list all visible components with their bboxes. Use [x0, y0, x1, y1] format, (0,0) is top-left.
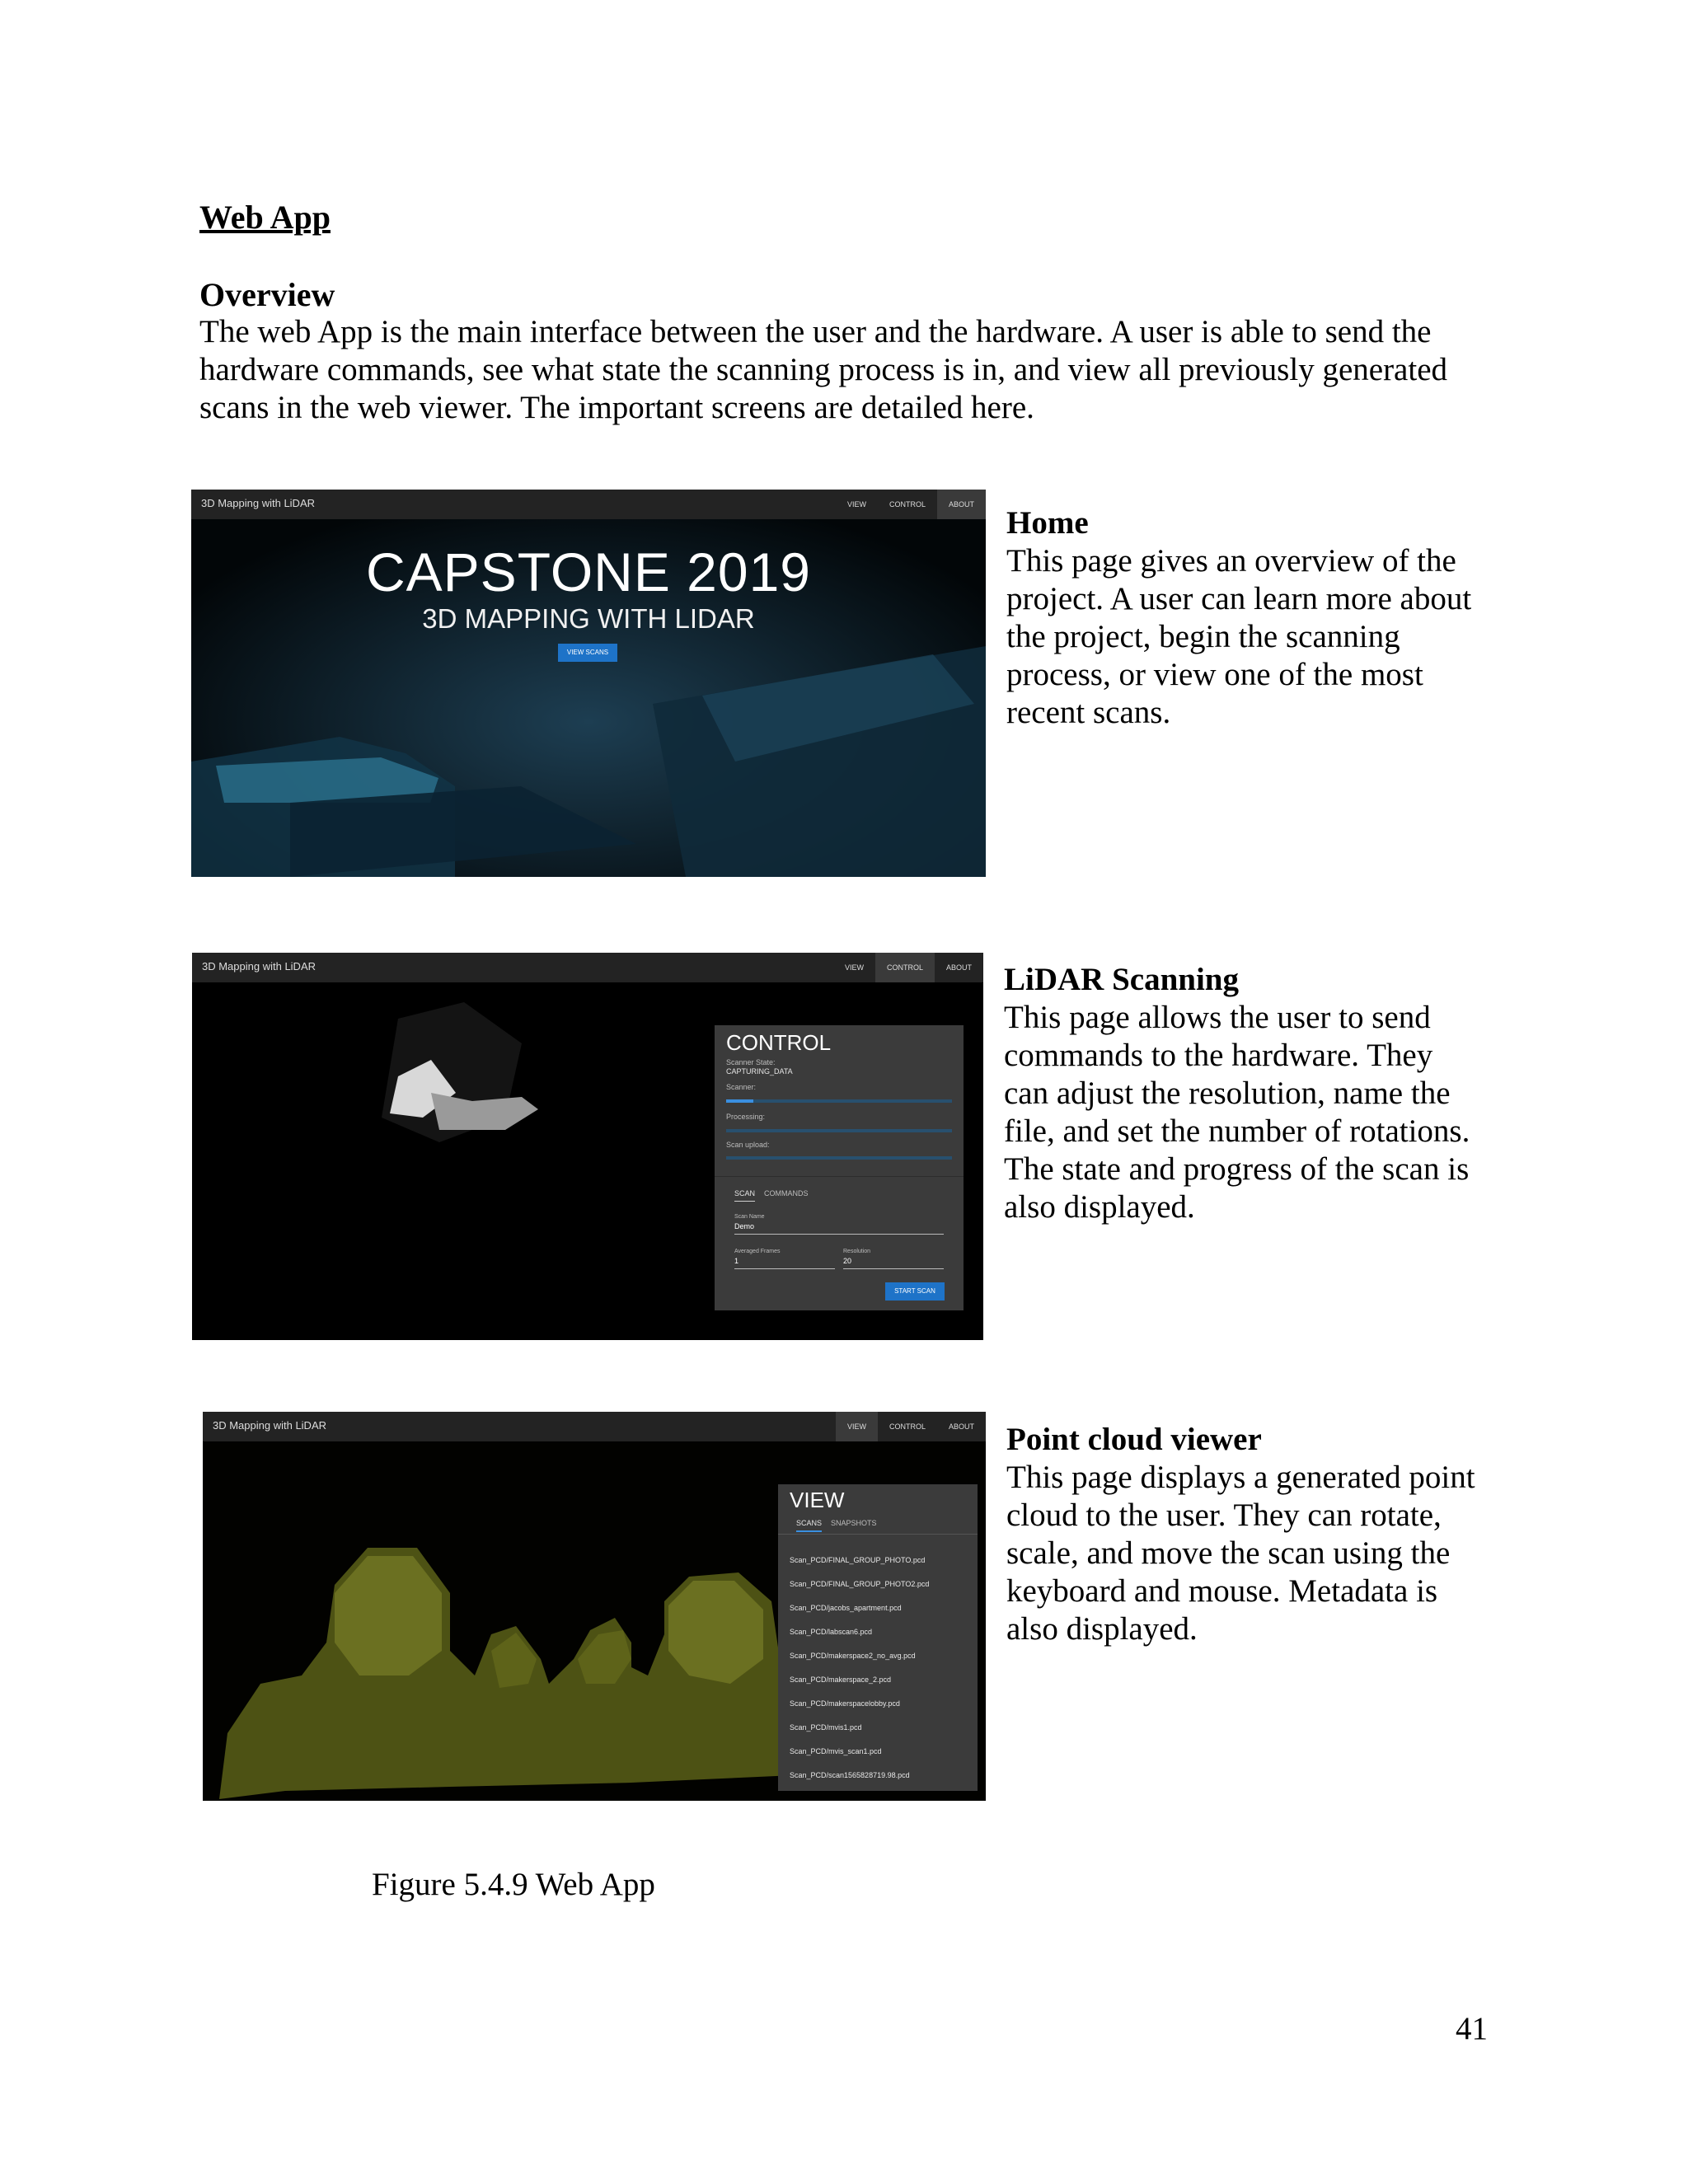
- viewer-desc-line: This page displays a generated point: [1006, 1460, 1475, 1495]
- scanner-progress-fill: [726, 1099, 753, 1103]
- scan-upload-progress-bar: [726, 1156, 952, 1160]
- tab-scan[interactable]: SCAN: [734, 1189, 755, 1202]
- home-screenshot: [191, 490, 986, 877]
- home-desc-line: recent scans.: [1006, 695, 1171, 730]
- lidar-desc-title: LiDAR Scanning: [1004, 962, 1239, 997]
- view-panel: [778, 1484, 978, 1791]
- home-desc-line: This page gives an overview of the: [1006, 543, 1456, 579]
- view-scans-button[interactable]: VIEW SCANS: [558, 644, 617, 662]
- section-title: Web App: [199, 199, 331, 236]
- control-panel: [715, 1025, 964, 1310]
- nav-about[interactable]: ABOUT: [945, 963, 972, 972]
- home-desc-line: process, or view one of the most: [1006, 657, 1423, 692]
- viewer-desc-line: also displayed.: [1006, 1611, 1198, 1647]
- processing-progress-bar: [726, 1129, 952, 1132]
- navbar: [191, 490, 986, 519]
- lidar-desc-line: can adjust the resolution, name the: [1004, 1076, 1451, 1111]
- nav-items: [836, 1412, 986, 1441]
- scan-list-item[interactable]: Scan_PCD/jacobs_apartment.pcd: [790, 1604, 902, 1612]
- tab-scans[interactable]: SCANS: [796, 1519, 822, 1532]
- scanner-state-value: CAPTURING_DATA: [726, 1067, 793, 1076]
- nav-about[interactable]: ABOUT: [948, 1422, 974, 1431]
- viewer-desc-line: cloud to the user. They can rotate,: [1006, 1497, 1442, 1533]
- nav-view[interactable]: VIEW: [836, 1412, 878, 1441]
- app-brand[interactable]: 3D Mapping with LiDAR: [202, 960, 316, 972]
- viewer-description: [1006, 1421, 1600, 1648]
- control-panel-title: CONTROL: [726, 1030, 832, 1055]
- scan-list-item[interactable]: Scan_PCD/FINAL_GROUP_PHOTO2.pcd: [790, 1580, 930, 1588]
- scan-list-item[interactable]: Scan_PCD/makerspace2_no_avg.pcd: [790, 1652, 916, 1660]
- start-scan-button[interactable]: START SCAN: [885, 1282, 945, 1301]
- nav-control[interactable]: CONTROL: [889, 1422, 926, 1431]
- overview-line: scans in the web viewer. The important screens are detailed here.: [199, 390, 1034, 425]
- nav-items: [836, 490, 986, 519]
- lidar-desc-line: also displayed.: [1004, 1189, 1195, 1225]
- scanner-state-label: Scanner State:: [726, 1058, 776, 1066]
- navbar: [203, 1412, 986, 1441]
- scan-upload-label: Scan upload:: [726, 1141, 770, 1149]
- overview-line: The web App is the main interface between the user and the hardware. A user is able to send the: [199, 314, 1432, 349]
- scan-list-item[interactable]: Scan_PCD/makerspacelobby.pcd: [790, 1699, 900, 1708]
- home-desc-line: project. A user can learn more about: [1006, 581, 1472, 616]
- lidar-desc-line: The state and progress of the scan is: [1004, 1151, 1470, 1187]
- overview-line: hardware commands, see what state the scanning process is in, and view all previously generated: [199, 352, 1448, 387]
- averaged-frames-label: Averaged Frames: [734, 1249, 781, 1254]
- averaged-frames-input[interactable]: 1: [734, 1257, 835, 1269]
- scan-list-divider: [778, 1534, 978, 1535]
- panel-divider: [715, 1176, 964, 1177]
- viewer-screenshot: [203, 1412, 986, 1801]
- tab-commands[interactable]: COMMANDS: [764, 1189, 809, 1197]
- control-screenshot: [192, 953, 983, 1340]
- scanner-label: Scanner:: [726, 1083, 757, 1091]
- home-title: CAPSTONE 2019: [365, 541, 812, 602]
- nav-about[interactable]: ABOUT: [937, 490, 986, 519]
- lidar-desc-line: commands to the hardware. They: [1004, 1038, 1433, 1073]
- nav-view[interactable]: VIEW: [844, 963, 864, 972]
- app-brand[interactable]: 3D Mapping with LiDAR: [201, 497, 316, 509]
- figure-caption: Figure 5.4.9 Web App: [372, 1867, 655, 1902]
- overview-paragraph: [199, 313, 1559, 427]
- home-description: [1006, 504, 1583, 732]
- scan-list-item[interactable]: Scan_PCD/scan1565828719.98.pcd: [790, 1771, 910, 1779]
- scan-list-item[interactable]: Scan_PCD/mvis1.pcd: [790, 1723, 862, 1732]
- nav-control[interactable]: CONTROL: [889, 500, 926, 509]
- home-desc-title: Home: [1006, 505, 1089, 541]
- tab-snapshots[interactable]: SNAPSHOTS: [831, 1519, 877, 1527]
- home-desc-line: the project, begin the scanning: [1006, 619, 1400, 654]
- nav-view[interactable]: VIEW: [846, 500, 866, 509]
- scan-list-item[interactable]: Scan_PCD/makerspace_2.pcd: [790, 1675, 892, 1684]
- viewer-desc-title: Point cloud viewer: [1006, 1422, 1262, 1457]
- app-brand[interactable]: 3D Mapping with LiDAR: [213, 1419, 327, 1432]
- lidar-desc-line: This page allows the user to send: [1004, 1000, 1431, 1035]
- scan-name-label: Scan Name: [734, 1214, 765, 1220]
- viewer-desc-line: keyboard and mouse. Metadata is: [1006, 1573, 1438, 1609]
- scan-list-item[interactable]: Scan_PCD/mvis_scan1.pcd: [790, 1747, 882, 1755]
- resolution-input[interactable]: 20: [843, 1257, 944, 1269]
- resolution-label: Resolution: [843, 1249, 871, 1254]
- scan-list-item[interactable]: Scan_PCD/FINAL_GROUP_PHOTO.pcd: [790, 1556, 926, 1564]
- home-subtitle: 3D MAPPING WITH LIDAR: [422, 603, 755, 634]
- nav-items: [833, 953, 983, 982]
- scan-list-item[interactable]: Scan_PCD/labscan6.pcd: [790, 1628, 873, 1636]
- navbar: [192, 953, 983, 982]
- lidar-description: [1004, 961, 1597, 1226]
- nav-control[interactable]: CONTROL: [875, 953, 935, 982]
- processing-label: Processing:: [726, 1113, 766, 1121]
- page-number: 41: [1456, 2011, 1488, 2046]
- view-panel-title: VIEW: [790, 1488, 845, 1512]
- scanner-progress-bar: [726, 1099, 952, 1103]
- scan-name-input[interactable]: Demo: [734, 1222, 944, 1235]
- lidar-desc-line: file, and set the number of rotations.: [1004, 1113, 1470, 1149]
- overview-heading: Overview: [199, 276, 335, 313]
- viewer-desc-line: scale, and move the scan using the: [1006, 1535, 1451, 1571]
